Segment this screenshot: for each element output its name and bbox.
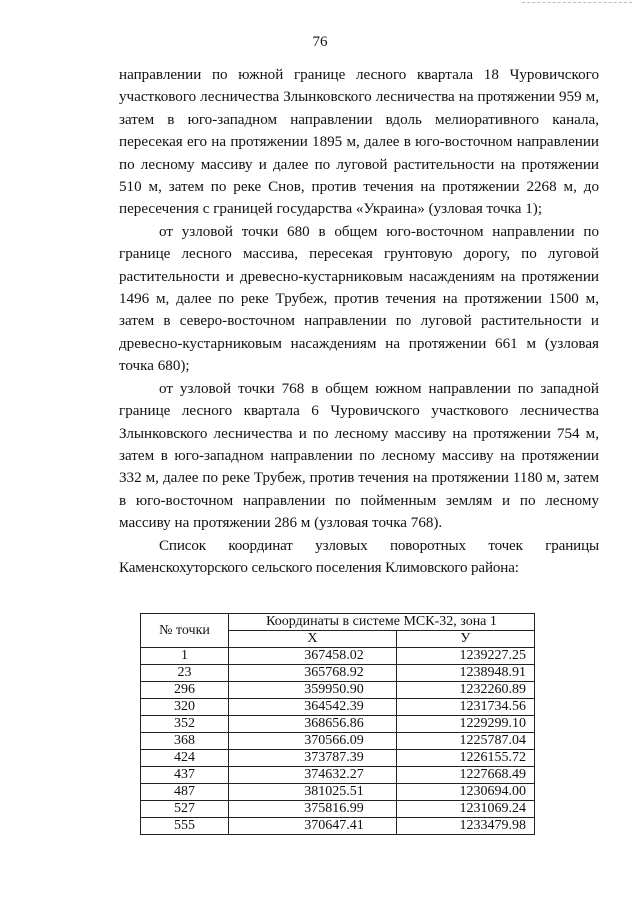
header-coordinate-system: Координаты в системе МСК-32, зона 1 xyxy=(229,614,535,631)
point-number-cell: 320 xyxy=(141,699,229,716)
paragraph-2: от узловой точки 680 в общем юго-восточном направлении по границе лесного массива, пересекая грунтовую дорогу, по луговой растительности и древесно-кустарниковым насаждениям на протяжении 1496 м, далее по реке Трубеж, против течения на протяжении 1500 м, затем в северо-восточном направлении по луговой растительности и древесно-кустарниковым насаждениям на протяжении 661 м (узловая точка 680); xyxy=(119,223,599,375)
table-row xyxy=(141,750,535,767)
header-y: У xyxy=(396,631,534,648)
header-point-number: № точки xyxy=(141,614,229,648)
x-coordinate-cell: 364542.39 xyxy=(229,699,397,716)
y-coordinate-cell: 1239227.25 xyxy=(396,648,534,665)
x-coordinate-cell: 365768.92 xyxy=(229,665,397,682)
x-coordinate-cell: 359950.90 xyxy=(229,682,397,699)
point-number-cell: 555 xyxy=(141,818,229,835)
y-coordinate-cell: 1226155.72 xyxy=(396,750,534,767)
x-coordinate-cell: 370566.09 xyxy=(229,733,397,750)
point-number-cell: 437 xyxy=(141,767,229,784)
paragraph-3: от узловой точки 768 в общем южном направлении по западной границе лесного квартала 6 Чуровичского участкового лесничества Злынковского лесничества и по лесному массиву на протяжении 754 м, затем в юго-западном направлении по лесному массиву на протяжении 332 м, далее по реке Трубеж, против течения на протяжении 1180 м, затем в юго-восточном направлении по пойменным землям и по лесному массиву на протяжении 286 м (узловая точка 768). xyxy=(119,380,599,532)
point-number-cell: 368 xyxy=(141,733,229,750)
document-body xyxy=(119,64,599,579)
x-coordinate-cell: 381025.51 xyxy=(229,784,397,801)
header-x: X xyxy=(229,631,397,648)
table-row xyxy=(141,801,535,818)
y-coordinate-cell: 1233479.98 xyxy=(396,818,534,835)
point-number-cell: 23 xyxy=(141,665,229,682)
y-coordinate-cell: 1227668.49 xyxy=(396,767,534,784)
point-number-cell: 424 xyxy=(141,750,229,767)
y-coordinate-cell: 1231069.24 xyxy=(396,801,534,818)
table-row xyxy=(141,733,535,750)
y-coordinate-cell: 1230694.00 xyxy=(396,784,534,801)
x-coordinate-cell: 374632.27 xyxy=(229,767,397,784)
x-coordinate-cell: 373787.39 xyxy=(229,750,397,767)
coordinates-table xyxy=(140,613,535,835)
x-coordinate-cell: 370647.41 xyxy=(229,818,397,835)
x-coordinate-cell: 375816.99 xyxy=(229,801,397,818)
y-coordinate-cell: 1231734.56 xyxy=(396,699,534,716)
y-coordinate-cell: 1225787.04 xyxy=(396,733,534,750)
coordinates-table-body xyxy=(141,648,535,835)
point-number-cell: 296 xyxy=(141,682,229,699)
point-number-cell: 527 xyxy=(141,801,229,818)
point-number-cell: 1 xyxy=(141,648,229,665)
x-coordinate-cell: 368656.86 xyxy=(229,716,397,733)
table-row xyxy=(141,665,535,682)
paragraph-1: направлении по южной границе лесного квартала 18 Чуровичского участкового лесничества Злынковского лесничества на протяжении 959 м, затем в юго-западном направлении вдоль мелиоративного канала, пересекая его на протяжении 1895 м, далее в юго-восточном направлении по лесному массиву и далее по луговой растительности на протяжении 510 м, затем по реке Снов, против течения на протяжении 2268 м, до пересечения с границей государства «Украина» (узловая точка 1); xyxy=(119,67,599,218)
table-row xyxy=(141,716,535,733)
y-coordinate-cell: 1238948.91 xyxy=(396,665,534,682)
page-number: 76 xyxy=(312,34,328,50)
table-row xyxy=(141,767,535,784)
scan-artifact-line xyxy=(522,2,632,5)
table-row xyxy=(141,648,535,665)
table-row xyxy=(141,699,535,716)
point-number-cell: 487 xyxy=(141,784,229,801)
paragraph-4: Список координат узловых поворотных точек границы Каменскохуторского сельского поселения Климовского района: xyxy=(119,537,599,576)
table-row xyxy=(141,784,535,801)
y-coordinate-cell: 1229299.10 xyxy=(396,716,534,733)
x-coordinate-cell: 367458.02 xyxy=(229,648,397,665)
table-row xyxy=(141,818,535,835)
y-coordinate-cell: 1232260.89 xyxy=(396,682,534,699)
table-row xyxy=(141,682,535,699)
point-number-cell: 352 xyxy=(141,716,229,733)
